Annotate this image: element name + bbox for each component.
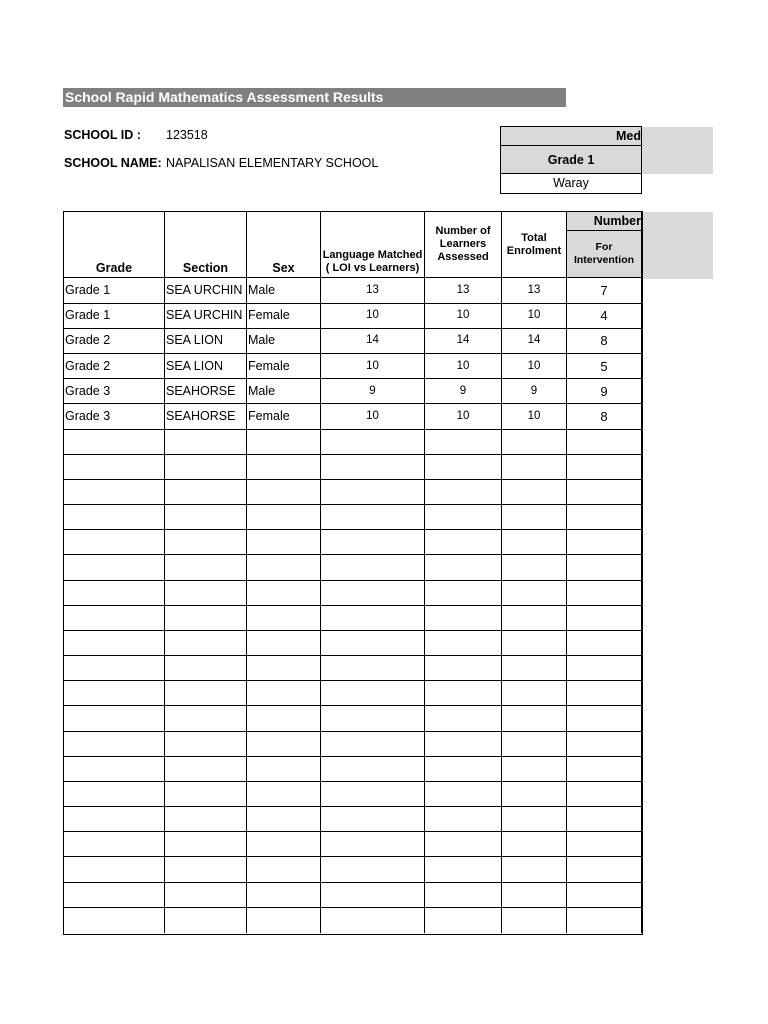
empty-cell xyxy=(321,555,425,581)
empty-cell xyxy=(165,706,247,732)
empty-cell xyxy=(64,731,165,757)
empty-cell xyxy=(567,454,642,480)
empty-cell xyxy=(64,479,165,505)
cell-sex: Female xyxy=(247,404,321,430)
cell-sex: Male xyxy=(247,379,321,405)
empty-cell xyxy=(165,530,247,556)
empty-cell xyxy=(321,630,425,656)
empty-cell xyxy=(165,479,247,505)
empty-cell xyxy=(321,907,425,933)
empty-cell xyxy=(247,832,321,858)
header-sex-text: Sex xyxy=(272,261,295,275)
empty-cell xyxy=(64,605,165,631)
cell-sex: Female xyxy=(247,303,321,329)
empty-cell xyxy=(502,454,567,480)
empty-cell xyxy=(321,429,425,455)
empty-cell xyxy=(321,706,425,732)
empty-cell xyxy=(321,756,425,782)
empty-cell xyxy=(425,580,502,606)
cell-lang: 10 xyxy=(321,404,425,430)
empty-cell xyxy=(567,605,642,631)
medium-of-instruction-box xyxy=(500,126,642,194)
cell-lang: 13 xyxy=(321,278,425,304)
medium-language: Waray xyxy=(500,174,642,194)
cell-grade: Grade 3 xyxy=(64,379,165,405)
cell-assessed: 14 xyxy=(425,328,502,354)
cell-section: SEA LION xyxy=(165,328,247,354)
empty-cell xyxy=(247,530,321,556)
empty-cell xyxy=(425,756,502,782)
cell-lang: 14 xyxy=(321,328,425,354)
empty-cell xyxy=(567,656,642,682)
empty-cell xyxy=(247,857,321,883)
empty-cell xyxy=(165,781,247,807)
empty-cell xyxy=(502,882,567,908)
empty-cell xyxy=(247,580,321,606)
cell-section: SEA URCHIN xyxy=(165,278,247,304)
cell-enrolment: 9 xyxy=(502,379,567,405)
empty-cell xyxy=(425,857,502,883)
empty-cell xyxy=(502,580,567,606)
school-id-label: SCHOOL ID : xyxy=(64,128,141,142)
empty-cell xyxy=(321,882,425,908)
cell-intervention: 4 xyxy=(567,303,642,329)
empty-cell xyxy=(502,505,567,531)
cell-intervention: 8 xyxy=(567,404,642,430)
empty-cell xyxy=(247,479,321,505)
header-for-intervention: For Intervention xyxy=(567,231,642,278)
medium-header-extension xyxy=(642,127,713,174)
empty-cell xyxy=(502,857,567,883)
header-sex xyxy=(247,212,321,278)
cell-grade: Grade 2 xyxy=(64,354,165,380)
empty-cell xyxy=(321,832,425,858)
empty-cell xyxy=(64,454,165,480)
empty-cell xyxy=(502,530,567,556)
empty-cell xyxy=(321,731,425,757)
empty-cell xyxy=(502,706,567,732)
empty-cell xyxy=(165,656,247,682)
school-name-value: NAPALISAN ELEMENTARY SCHOOL xyxy=(166,156,379,170)
cell-assessed: 10 xyxy=(425,303,502,329)
empty-cell xyxy=(64,580,165,606)
empty-cell xyxy=(567,781,642,807)
empty-cell xyxy=(165,832,247,858)
empty-cell xyxy=(567,731,642,757)
empty-cell xyxy=(165,882,247,908)
cell-sex: Female xyxy=(247,354,321,380)
empty-cell xyxy=(502,555,567,581)
empty-cell xyxy=(64,656,165,682)
empty-cell xyxy=(64,781,165,807)
empty-cell xyxy=(425,907,502,933)
cell-grade: Grade 2 xyxy=(64,328,165,354)
empty-cell xyxy=(64,807,165,833)
cell-section: SEAHORSE xyxy=(165,379,247,405)
cell-sex: Male xyxy=(247,278,321,304)
empty-cell xyxy=(247,706,321,732)
empty-cell xyxy=(321,781,425,807)
empty-cell xyxy=(567,630,642,656)
empty-cell xyxy=(64,857,165,883)
empty-cell xyxy=(321,454,425,480)
cell-grade: Grade 3 xyxy=(64,404,165,430)
empty-cell xyxy=(425,781,502,807)
empty-cell xyxy=(247,630,321,656)
empty-cell xyxy=(165,731,247,757)
school-id-value: 123518 xyxy=(166,128,208,142)
empty-cell xyxy=(502,832,567,858)
header-section-text: Section xyxy=(182,261,229,275)
header-learners-assessed xyxy=(425,212,502,278)
empty-cell xyxy=(425,807,502,833)
school-name-label: SCHOOL NAME: xyxy=(64,156,162,170)
empty-cell xyxy=(567,681,642,707)
empty-cell xyxy=(64,907,165,933)
empty-cell xyxy=(567,706,642,732)
empty-cell xyxy=(165,454,247,480)
cell-section: SEA URCHIN xyxy=(165,303,247,329)
empty-cell xyxy=(64,555,165,581)
empty-cell xyxy=(567,907,642,933)
empty-cell xyxy=(165,605,247,631)
empty-cell xyxy=(64,706,165,732)
empty-cell xyxy=(321,605,425,631)
empty-cell xyxy=(165,630,247,656)
empty-cell xyxy=(502,429,567,455)
empty-cell xyxy=(567,479,642,505)
empty-cell xyxy=(247,807,321,833)
cell-lang: 9 xyxy=(321,379,425,405)
empty-cell xyxy=(425,832,502,858)
empty-cell xyxy=(247,681,321,707)
empty-cell xyxy=(247,605,321,631)
empty-cell xyxy=(247,454,321,480)
cell-section: SEA LION xyxy=(165,354,247,380)
empty-cell xyxy=(165,857,247,883)
header-language-matched xyxy=(321,212,425,278)
cell-grade: Grade 1 xyxy=(64,278,165,304)
empty-cell xyxy=(247,555,321,581)
cell-intervention: 8 xyxy=(567,328,642,354)
empty-cell xyxy=(502,731,567,757)
header-language-matched-text: Language Matched ( LOI vs Learners) xyxy=(322,249,423,274)
empty-cell xyxy=(64,882,165,908)
empty-cell xyxy=(567,756,642,782)
empty-cell xyxy=(247,656,321,682)
empty-cell xyxy=(247,882,321,908)
empty-cell xyxy=(567,832,642,858)
empty-cell xyxy=(425,605,502,631)
empty-cell xyxy=(321,505,425,531)
empty-cell xyxy=(502,479,567,505)
header-learners-assessed-text: Number of Learners Assessed xyxy=(435,225,491,263)
cell-enrolment: 14 xyxy=(502,328,567,354)
empty-cell xyxy=(165,756,247,782)
cell-intervention: 5 xyxy=(567,354,642,380)
empty-cell xyxy=(425,882,502,908)
empty-cell xyxy=(165,681,247,707)
cell-lang: 10 xyxy=(321,354,425,380)
empty-cell xyxy=(502,781,567,807)
empty-cell xyxy=(165,580,247,606)
empty-cell xyxy=(247,907,321,933)
cell-section: SEAHORSE xyxy=(165,404,247,430)
header-grade xyxy=(64,212,165,278)
cell-assessed: 13 xyxy=(425,278,502,304)
empty-cell xyxy=(247,781,321,807)
empty-cell xyxy=(321,857,425,883)
header-number: Number xyxy=(567,212,642,231)
empty-cell xyxy=(165,907,247,933)
results-table xyxy=(63,211,643,935)
empty-cell xyxy=(425,706,502,732)
empty-cell xyxy=(64,681,165,707)
cell-enrolment: 13 xyxy=(502,278,567,304)
empty-cell xyxy=(502,756,567,782)
empty-cell xyxy=(165,555,247,581)
empty-cell xyxy=(165,429,247,455)
empty-cell xyxy=(567,530,642,556)
empty-cell xyxy=(567,882,642,908)
empty-cell xyxy=(165,807,247,833)
header-section xyxy=(165,212,247,278)
empty-cell xyxy=(567,580,642,606)
empty-cell xyxy=(502,807,567,833)
empty-cell xyxy=(321,681,425,707)
cell-assessed: 10 xyxy=(425,354,502,380)
empty-cell xyxy=(64,505,165,531)
cell-intervention: 7 xyxy=(567,278,642,304)
cell-lang: 10 xyxy=(321,303,425,329)
empty-cell xyxy=(64,832,165,858)
empty-cell xyxy=(64,429,165,455)
empty-cell xyxy=(247,505,321,531)
empty-cell xyxy=(425,731,502,757)
empty-cell xyxy=(321,580,425,606)
empty-cell xyxy=(502,681,567,707)
cell-enrolment: 10 xyxy=(502,354,567,380)
medium-header: Med xyxy=(500,126,642,146)
empty-cell xyxy=(567,555,642,581)
empty-cell xyxy=(567,857,642,883)
empty-cell xyxy=(567,807,642,833)
empty-cell xyxy=(567,429,642,455)
number-header-extension xyxy=(642,212,713,279)
empty-cell xyxy=(247,756,321,782)
empty-cell xyxy=(247,429,321,455)
cell-sex: Male xyxy=(247,328,321,354)
header-total-enrolment xyxy=(502,212,567,278)
empty-cell xyxy=(425,555,502,581)
empty-cell xyxy=(425,656,502,682)
empty-cell xyxy=(502,630,567,656)
empty-cell xyxy=(64,530,165,556)
empty-cell xyxy=(502,605,567,631)
empty-cell xyxy=(502,907,567,933)
cell-intervention: 9 xyxy=(567,379,642,405)
cell-enrolment: 10 xyxy=(502,404,567,430)
cell-grade: Grade 1 xyxy=(64,303,165,329)
empty-cell xyxy=(425,479,502,505)
empty-cell xyxy=(425,505,502,531)
empty-cell xyxy=(321,479,425,505)
report-title: School Rapid Mathematics Assessment Results xyxy=(63,88,566,107)
empty-cell xyxy=(165,505,247,531)
empty-cell xyxy=(247,731,321,757)
empty-cell xyxy=(64,630,165,656)
empty-cell xyxy=(321,807,425,833)
empty-cell xyxy=(321,656,425,682)
medium-grade: Grade 1 xyxy=(500,146,642,174)
empty-cell xyxy=(425,454,502,480)
cell-assessed: 10 xyxy=(425,404,502,430)
empty-cell xyxy=(425,630,502,656)
empty-cell xyxy=(425,429,502,455)
empty-cell xyxy=(425,530,502,556)
header-grade-text: Grade xyxy=(95,261,133,275)
empty-cell xyxy=(567,505,642,531)
empty-cell xyxy=(321,530,425,556)
empty-cell xyxy=(425,681,502,707)
empty-cell xyxy=(502,656,567,682)
header-total-enrolment-text: Total Enrolment xyxy=(506,231,562,257)
cell-enrolment: 10 xyxy=(502,303,567,329)
cell-assessed: 9 xyxy=(425,379,502,405)
empty-cell xyxy=(64,756,165,782)
